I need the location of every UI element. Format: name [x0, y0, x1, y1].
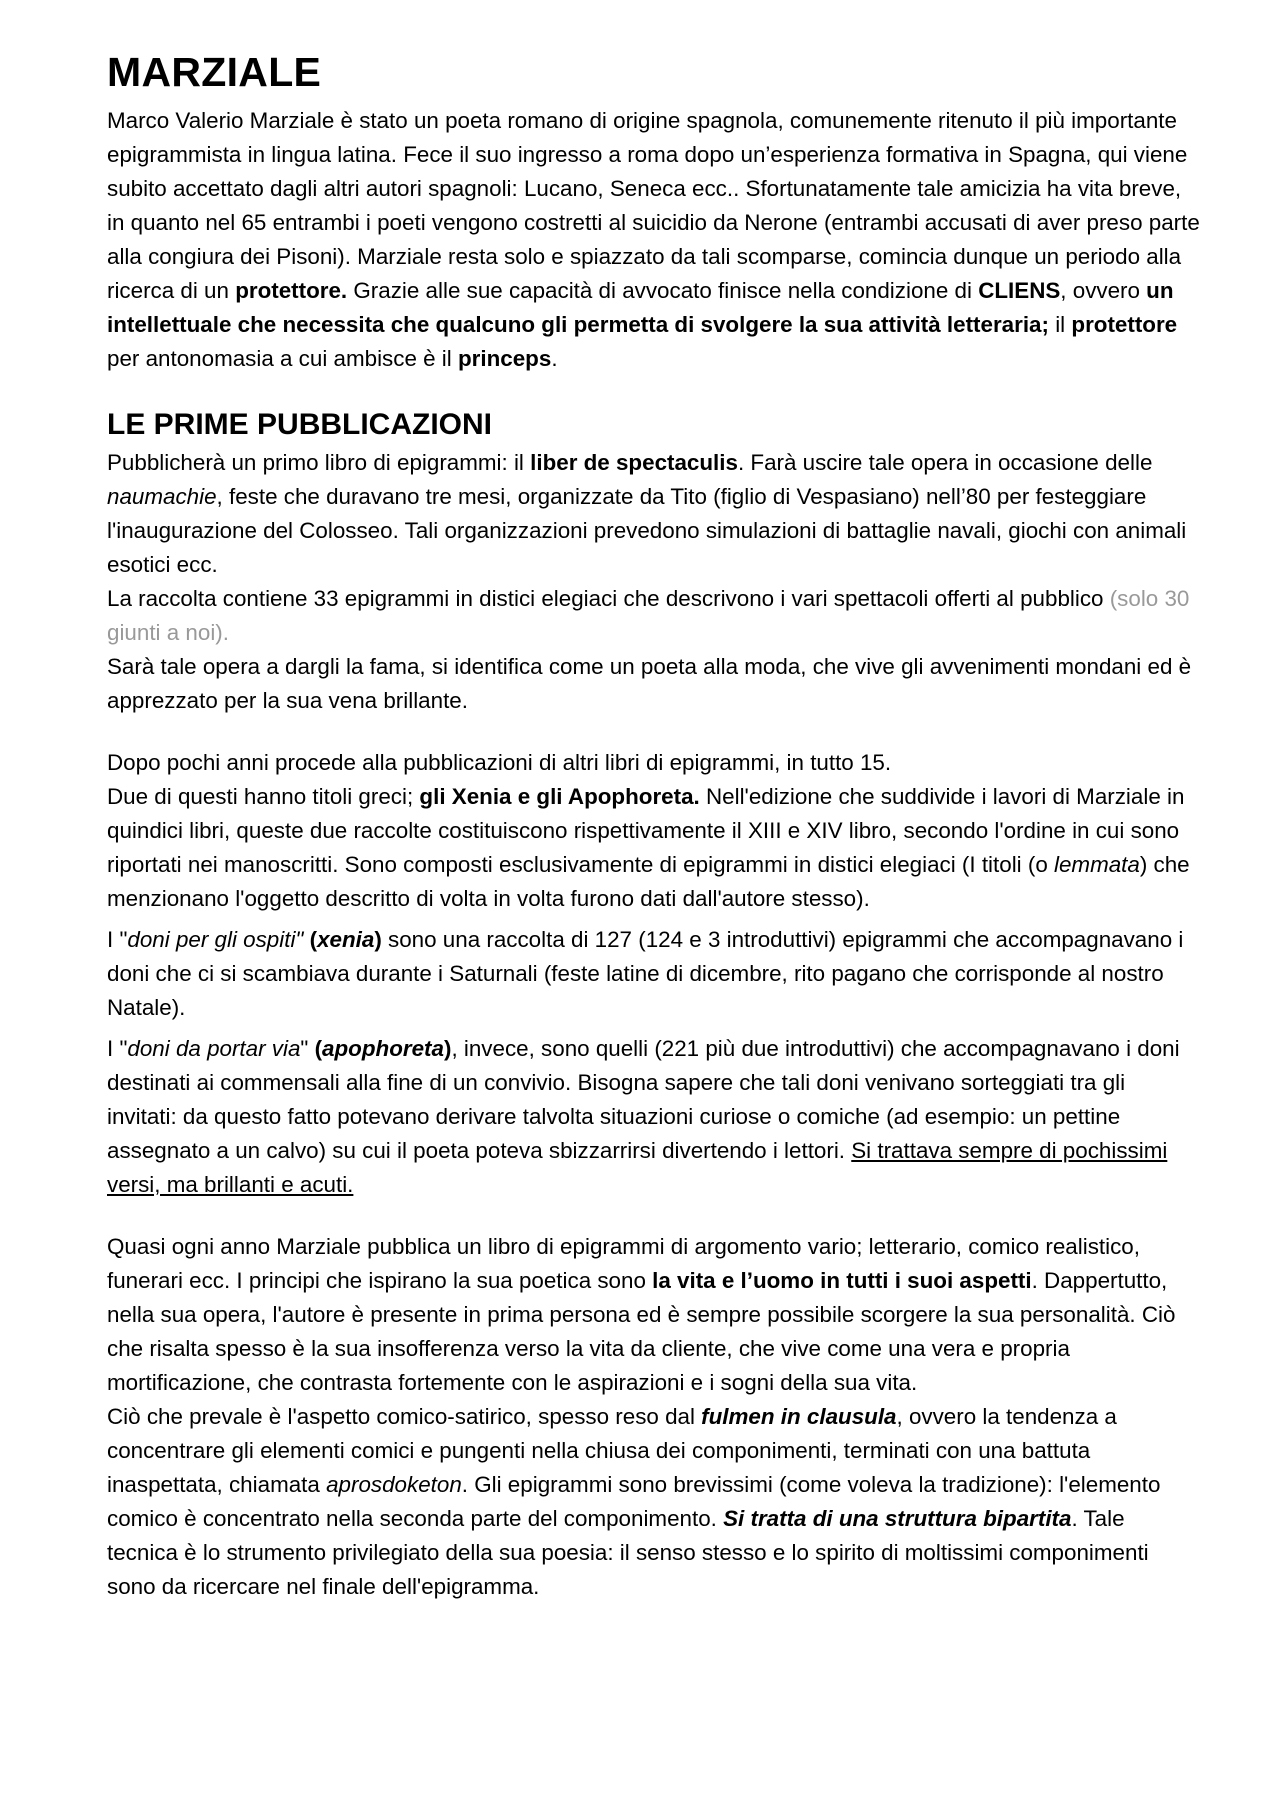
- spacer: [107, 376, 1200, 404]
- paragraph-poetica: Quasi ogni anno Marziale pubblica un libro di epigrammi di argomento vario; letterario, comico realistico, funerari ecc. I principi che ispirano la sua poetica sono la vita e l’uomo in tutti i suoi aspetti. Dappertutto, nella sua opera, l'autore è presente in prima persona ed è sempre possibile scorgere la sua personalità. Ciò che risalta spesso è la sua insofferenza verso la vita da cliente, che vive come una vera e propria mortificazione, che contrasta fortemente con le aspirazioni e i sogni della sua vita.: [107, 1234, 1176, 1395]
- intro-paragraph: Marco Valerio Marziale è stato un poeta romano di origine spagnola, comunemente ritenuto il più importante epigrammista in lingua latina. Fece il suo ingresso a roma dopo un’esperienza formativa in Spagna, qui viene subito accettato dagli altri autori spagnoli: Lucano, Seneca ecc.. Sfortunatamente tale amicizia ha vita breve, in quanto nel 65 entrambi i poeti vengono costretti al suicidio da Nerone (entrambi accusati di aver preso parte alla congiura dei Pisoni). Marziale resta solo e spiazzato da tali scomparse, comincia dunque un periodo alla ricerca di un protettore. Grazie alle sue capacità di avvocato finisce nella condizione di CLIENS, ovvero un intellettuale che necessita che qualcuno gli permetta di svolgere la sua attività letteraria; il protettore per antonomasia a cui ambisce è il princeps.: [107, 108, 1200, 371]
- paragraph-fulmen-in-clausula: Ciò che prevale è l'aspetto comico-satirico, spesso reso dal fulmen in clausula, ovvero la tendenza a concentrare gli elementi comici e pungenti nella chiusa dei componimenti, terminati con una battuta inaspettata, chiamata aprosdoketon. Gli epigrammi sono brevissimi (come voleva la tradizione): l'elemento comico è concentrato nella seconda parte del componimento. Si tratta di una struttura bipartita. Tale tecnica è lo strumento privilegiato della sua poesia: il senso stesso e lo spirito di moltissimi componimenti sono da ricercare nel finale dell'epigramma.: [107, 1404, 1161, 1599]
- paragraph-raccolta: La raccolta contiene 33 epigrammi in distici elegiaci che descrivono i vari spettacoli offerti al pubblico (solo 30 giunti a noi).: [107, 586, 1190, 645]
- section-heading: LE PRIME PUBBLICAZIONI: [107, 408, 493, 441]
- spacer: [107, 1025, 1200, 1032]
- paragraph-liber-de-spectaculis: Pubblicherà un primo libro di epigrammi: il liber de spectaculis. Farà uscire tale opera in occasione delle naumachie, feste che duravano tre mesi, organizzate da Tito (figlio di Vespasiano) nell’80 per festeggiare l'inaugurazione del Colosseo. Tali organizzazioni prevedono simulazioni di battaglie navali, giochi con animali esotici ecc.: [107, 450, 1187, 577]
- paragraph-xenia: I "doni per gli ospiti" (xenia) sono una raccolta di 127 (124 e 3 introduttivi) epigrammi che accompagnavano i doni che ci si scambiava durante i Saturnali (feste latine di dicembre, rito pagano che corrisponde al nostro Natale).: [107, 927, 1184, 1020]
- spacer: [107, 718, 1200, 746]
- page-title: MARZIALE: [107, 49, 322, 95]
- paragraph-fama: Sarà tale opera a dargli la fama, si identifica come un poeta alla moda, che vive gli avvenimenti mondani ed è apprezzato per la sua vena brillante.: [107, 654, 1192, 713]
- paragraph-apophoreta: I "doni da portar via" (apophoreta), invece, sono quelli (221 più due introduttivi) che accompagnavano i doni destinati ai commensali alla fine di un convivio. Bisogna sapere che tali doni venivano sorteggiati tra gli invitati: da questo fatto potevano derivare talvolta situazioni curiose o comiche (ad esempio: un pettine assegnato a un calvo) su cui il poeta poteva sbizzarrirsi divertendo i lettori. Si trattava sempre di pochissimi versi, ma brillanti e acuti.: [107, 1036, 1180, 1197]
- spacer: [107, 916, 1200, 923]
- paragraph-titoli-greci: Due di questi hanno titoli greci; gli Xenia e gli Apophoreta. Nell'edizione che suddivide i lavori di Marziale in quindici libri, queste due raccolte costituiscono rispettivamente il XIII e XIV libro, secondo l'ordine in cui sono riportati nei manoscritti. Sono composti esclusivamente di epigrammi in distici elegiaci (I titoli (o lemmata) che menzionano l'oggetto descritto di volta in volta furono dati dall'autore stesso).: [107, 784, 1190, 911]
- paragraph-altri-libri: Dopo pochi anni procede alla pubblicazioni di altri libri di epigrammi, in tutto 15.: [107, 750, 892, 775]
- spacer: [107, 1202, 1200, 1230]
